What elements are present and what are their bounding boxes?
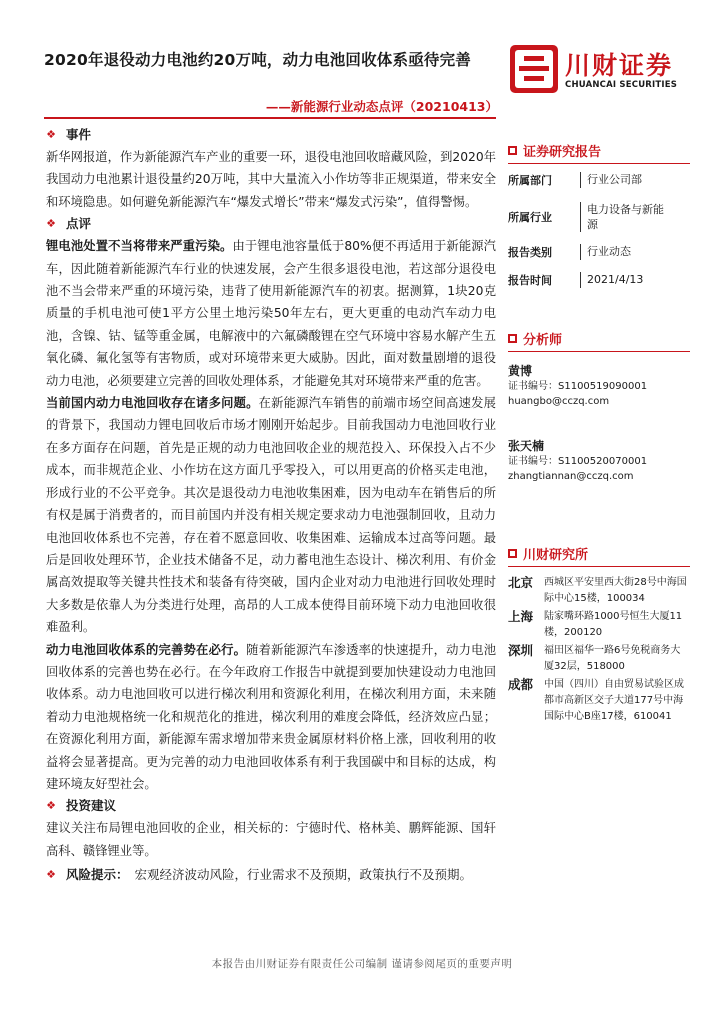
diamond-bullet-icon: ❖	[46, 217, 56, 231]
square-bullet-icon	[508, 549, 517, 558]
report-title: 2020年退役动力电池约20万吨，动力电池回收体系亟待完善	[44, 51, 472, 69]
comment-paragraph-1	[46, 235, 496, 392]
report-subtitle: ——新能源行业动态点评（20210413）	[265, 99, 498, 114]
info-key: 所属行业	[508, 211, 552, 224]
analyst-email[interactable]: zhangtiannan@cczq.com	[508, 471, 634, 482]
analyst-cert: 证书编号：S1100520070001	[508, 456, 648, 467]
office-city: 深圳	[508, 643, 534, 658]
invest-paragraph: 建议关注布局锂电池回收的企业，相关标的：宁德时代、格林美、鹏辉能源、国轩高科、赣锋锂业等。	[46, 821, 496, 858]
report-heading-rule	[508, 163, 690, 164]
office-address: 陆家嘴环路1000号恒生大厦11楼，200120	[544, 611, 683, 638]
institute-heading-rule	[508, 566, 690, 567]
office-chengdu	[508, 677, 690, 725]
office-city: 上海	[508, 609, 534, 624]
institute-heading	[508, 543, 690, 563]
info-row-date	[508, 272, 690, 288]
risk-heading: 风险提示：	[66, 866, 129, 882]
info-key: 报告时间	[508, 274, 552, 287]
office-shenzhen	[508, 643, 690, 675]
section-event	[46, 124, 496, 146]
risk-text: 宏观经济波动风险，行业需求不及预期，政策执行不及预期。	[134, 866, 473, 882]
office-address: 福田区福华一路6号免税商务大厦32层，518000	[544, 645, 681, 672]
info-row-industry	[508, 202, 690, 232]
office-address: 中国（四川）自由贸易试验区成都市高新区交子大道177号中海国际中心B座17楼，610041	[544, 679, 684, 722]
p2-lead: 当前国内动力电池回收存在诸多问题。	[46, 396, 259, 411]
diamond-bullet-icon: ❖	[46, 799, 56, 813]
analyst-heading	[508, 328, 690, 348]
main-content	[46, 124, 496, 886]
comment-paragraph-3	[46, 639, 496, 796]
report-heading	[508, 140, 690, 160]
analyst-email[interactable]: huangbo@cczq.com	[508, 396, 610, 407]
info-key: 所属部门	[508, 174, 552, 187]
office-beijing	[508, 575, 690, 607]
p3-lead: 动力电池回收体系的完善势在必行。	[46, 642, 247, 657]
info-row-category	[508, 244, 690, 260]
diamond-bullet-icon: ❖	[46, 867, 56, 881]
info-value: 行业动态	[580, 244, 690, 260]
report-info-panel	[508, 140, 690, 288]
event-paragraph: 新华网报道，作为新能源汽车产业的重要一环，退役电池回收暗藏风险，到2020年我国动力电池累计退役量约20万吨，其中大量流入小作坊等非正规渠道，带来安全和环境隐患。如何避免新能源汽车“爆发式增长”带来“爆发式污染”，值得警惕。	[46, 150, 496, 209]
info-value: 2021/4/13	[580, 272, 690, 288]
analyst-heading-rule	[508, 351, 690, 352]
section-risk	[46, 864, 496, 886]
page-footer: 本报告由川财证券有限责任公司编制 谨请参阅尾页的重要声明	[211, 958, 513, 970]
analyst-cert: 证书编号：S1100519090001	[508, 381, 648, 392]
logo-text-en: CHUANCAI SECURITIES	[565, 80, 678, 90]
logo-text-cn: 川财证券	[565, 51, 674, 80]
event-heading: 事件	[66, 126, 92, 142]
invest-heading: 投资建议	[66, 798, 117, 814]
info-row-department	[508, 172, 690, 188]
info-key: 报告类别	[508, 246, 552, 259]
analyst-name: 张天楠	[508, 439, 545, 453]
chuancai-logo-icon	[509, 44, 559, 94]
header-divider	[44, 117, 496, 119]
p3-body: 随着新能源汽车渗透率的快速提升，动力电池回收体系的完善也势在必行。在今年政府工作报告中就提到要加快建设动力电池回收体系。动力电池回收可以进行梯次利用和资源化利用，在梯次利用方面，未来随着动力电池规格统一化和规范化的推进，梯次利用的难度会降低，经济效应凸显；在资源化利用方面，新能源车需求增加带来贵金属原材料价格上涨，回收利用的收益将会显著提高。更为完善的动力电池回收体系有利于我国碳中和目标的达成，构建环境友好型社会。	[46, 642, 496, 791]
section-invest	[46, 795, 496, 817]
square-bullet-icon	[508, 334, 517, 343]
square-bullet-icon	[508, 146, 517, 155]
office-city: 成都	[508, 677, 534, 692]
institute-panel	[508, 543, 690, 727]
office-city: 北京	[508, 575, 534, 590]
institute-heading-text: 川财研究所	[523, 547, 589, 563]
info-value: 行业公司部	[580, 172, 690, 188]
analyst-name: 黄博	[508, 364, 533, 378]
office-shanghai	[508, 609, 690, 641]
section-comment	[46, 213, 496, 235]
p1-body: 由于锂电池容量低于80%便不再适用于新能源汽车，因此随着新能源汽车行业的快速发展，会产生很多退役电池，若这部分退役电池不当会带来严重的环境污染，违背了使用新能源汽车的初衷。据测算，1块20克质量的手机电池可使1平方公里土地污染50年左右，更大更重的电动汽车动力电池，含镍、钴、锰等重金属，电解液中的六氟磷酸锂在空气环境中容易水解产生五氧化磷、氟化氢等有害物质，或对环境带来更大威胁。因此，面对数量剧增的退役动力电池，必须要建立完善的回收处理体系，才能避免其对环境带来严重的危害。	[46, 239, 496, 388]
info-value: 电力设备与新能源	[580, 202, 667, 232]
p1-lead: 锂电池处置不当将带来严重污染。	[46, 239, 233, 254]
report-heading-text: 证券研究报告	[523, 144, 602, 160]
analyst-heading-text: 分析师	[523, 332, 563, 348]
comment-paragraph-2	[46, 392, 496, 638]
comment-heading: 点评	[66, 216, 92, 232]
diamond-bullet-icon: ❖	[46, 127, 56, 141]
office-address: 西城区平安里西大街28号中海国际中心15楼，100034	[544, 577, 687, 604]
analyst-panel	[508, 328, 690, 484]
p2-body: 在新能源汽车销售的前端市场空间高速发展的背景下，我国动力锂电回收后市场才刚刚开始起步。目前我国动力电池回收行业在多方面存在问题，首先是正规的动力电池回收企业的规范投入、环保投入占不少成本，而非规范企业、小作坊在这方面几乎零投入，可以用更高的价格买走电池，形成行业的不公平竞争。其次是退役动力电池收集困难，因为电动车在销售后的所有权是属于消费者的，而目前国内并没有相关规定要求动力电池强制回收，且动力电池回收体系也不完善，存在着不愿意回收、收集困难、运输成本过高等问题。最后是回收处理环节，企业技术储备不足，动力蓄电池生态设计、梯次利用、有价金属高效提取等关键共性技术和装备有待突破，国内企业对动力电池进行回收处理时大多数是依靠人为分类进行处理，高昂的人工成本使得目前环境下动力电池回收很难盈利。	[46, 396, 496, 635]
